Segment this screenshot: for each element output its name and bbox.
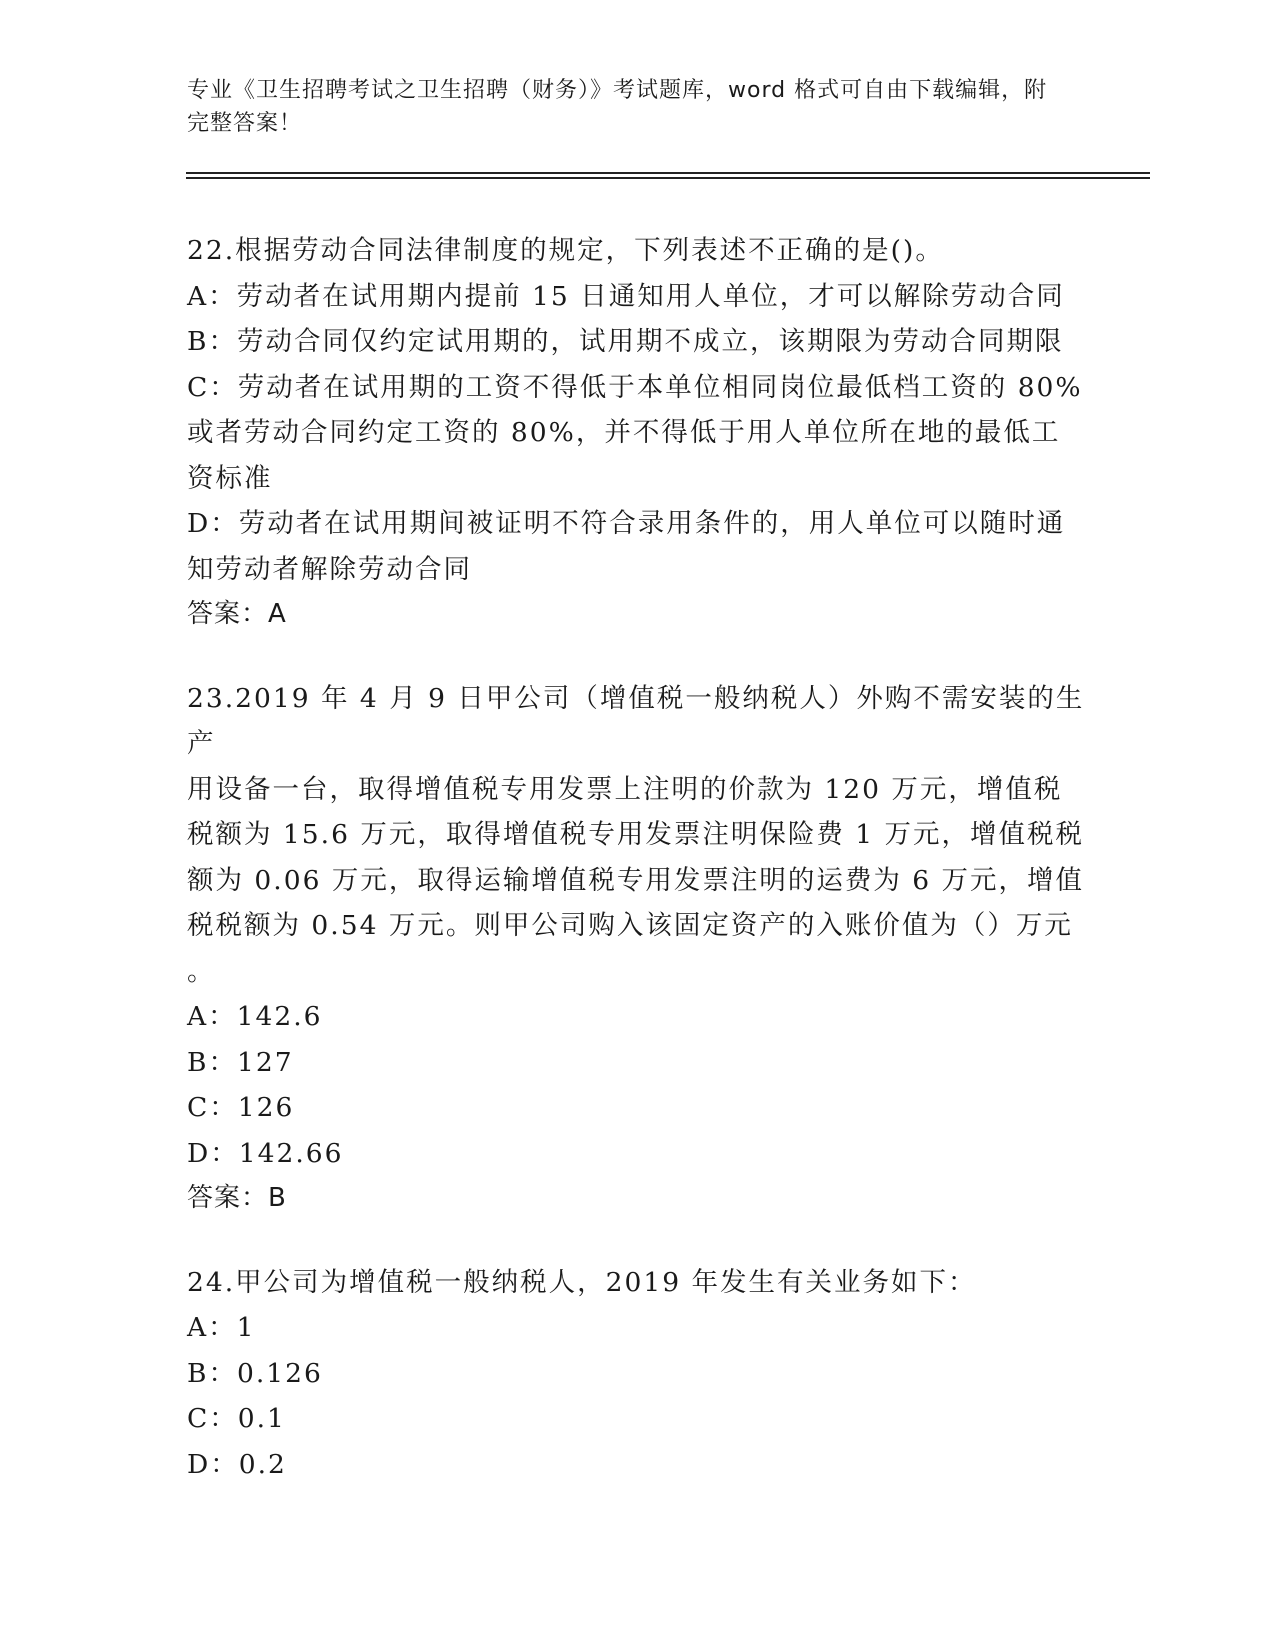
option-line: 知劳动者解除劳动合同 bbox=[187, 553, 472, 585]
question-stem-line: 税税额为 0.54 万元。则甲公司购入该固定资产的入账价值为（）万元 bbox=[187, 910, 1073, 941]
question-23 bbox=[187, 676, 1087, 1222]
question-stem-line: 24.甲公司为增值税一般纳税人，2019 年发生有关业务如下： bbox=[187, 1266, 977, 1298]
option-C bbox=[187, 1396, 1087, 1442]
option-line: 或者劳动合同约定工资的 80%，并不得低于用人单位所在地的最低工 bbox=[187, 417, 1061, 448]
question-stem-line: 税额为 15.6 万元，取得增值税专用发票注明保险费 1 万元，增值税税 bbox=[187, 819, 1085, 850]
option-B bbox=[187, 319, 1087, 365]
document-header: 专业《卫生招聘考试之卫生招聘（财务）》考试题库，word 格式可自由下载编辑，附完整答案！ bbox=[187, 78, 1048, 136]
question-stem-line: 23.2019 年 4 月 9 日甲公司（增值税一般纳税人）外购不需安装的生产 bbox=[187, 682, 1085, 759]
option-B bbox=[187, 1040, 1087, 1086]
option-line: C：0.1 bbox=[187, 1403, 286, 1434]
option-D bbox=[187, 1131, 1087, 1177]
option-line: B：127 bbox=[187, 1046, 294, 1078]
option-A bbox=[187, 1305, 1087, 1351]
option-line: C：126 bbox=[187, 1092, 295, 1123]
option-A bbox=[187, 274, 1087, 320]
option-B bbox=[187, 1351, 1087, 1397]
option-D bbox=[187, 501, 1087, 592]
option-line: A：1 bbox=[187, 1312, 256, 1343]
question-22 bbox=[187, 228, 1087, 638]
option-line: C：劳动者在试用期的工资不得低于本单位相同岗位最低档工资的 80% bbox=[187, 371, 1083, 403]
header-rule-bottom bbox=[186, 177, 1150, 179]
option-line: A：劳动者在试用期内提前 15 日通知用人单位，才可以解除劳动合同 bbox=[187, 280, 1065, 312]
question-stem-line: 额为 0.06 万元，取得运输增值税专用发票注明的运费为 6 万元，增值 bbox=[187, 864, 1085, 896]
option-line: B：0.126 bbox=[187, 1357, 323, 1389]
option-line: 资标准 bbox=[187, 462, 273, 494]
option-line: D：0.2 bbox=[187, 1448, 287, 1480]
answer-label: 答案：B bbox=[187, 1183, 287, 1213]
question-24 bbox=[187, 1260, 1087, 1488]
option-A bbox=[187, 994, 1087, 1040]
option-line: D：142.66 bbox=[187, 1137, 344, 1169]
option-line: A：142.6 bbox=[187, 1001, 323, 1032]
option-C bbox=[187, 365, 1087, 502]
option-C bbox=[187, 1085, 1087, 1131]
header-rule-top bbox=[186, 172, 1150, 174]
question-stem-line: 。 bbox=[187, 955, 216, 987]
question-stem-line: 用设备一台，取得增值税专用发票上注明的价款为 120 万元，增值税 bbox=[187, 773, 1063, 805]
option-D bbox=[187, 1442, 1087, 1488]
option-line: D：劳动者在试用期间被证明不符合录用条件的，用人单位可以随时通 bbox=[187, 508, 1066, 539]
question-stem-line: 22.根据劳动合同法律制度的规定，下列表述不正确的是()。 bbox=[187, 235, 944, 266]
answer-label: 答案：A bbox=[187, 599, 287, 629]
option-line: B：劳动合同仅约定试用期的，试用期不成立，该期限为劳动合同期限 bbox=[187, 326, 1064, 357]
question-list bbox=[187, 228, 1087, 1525]
